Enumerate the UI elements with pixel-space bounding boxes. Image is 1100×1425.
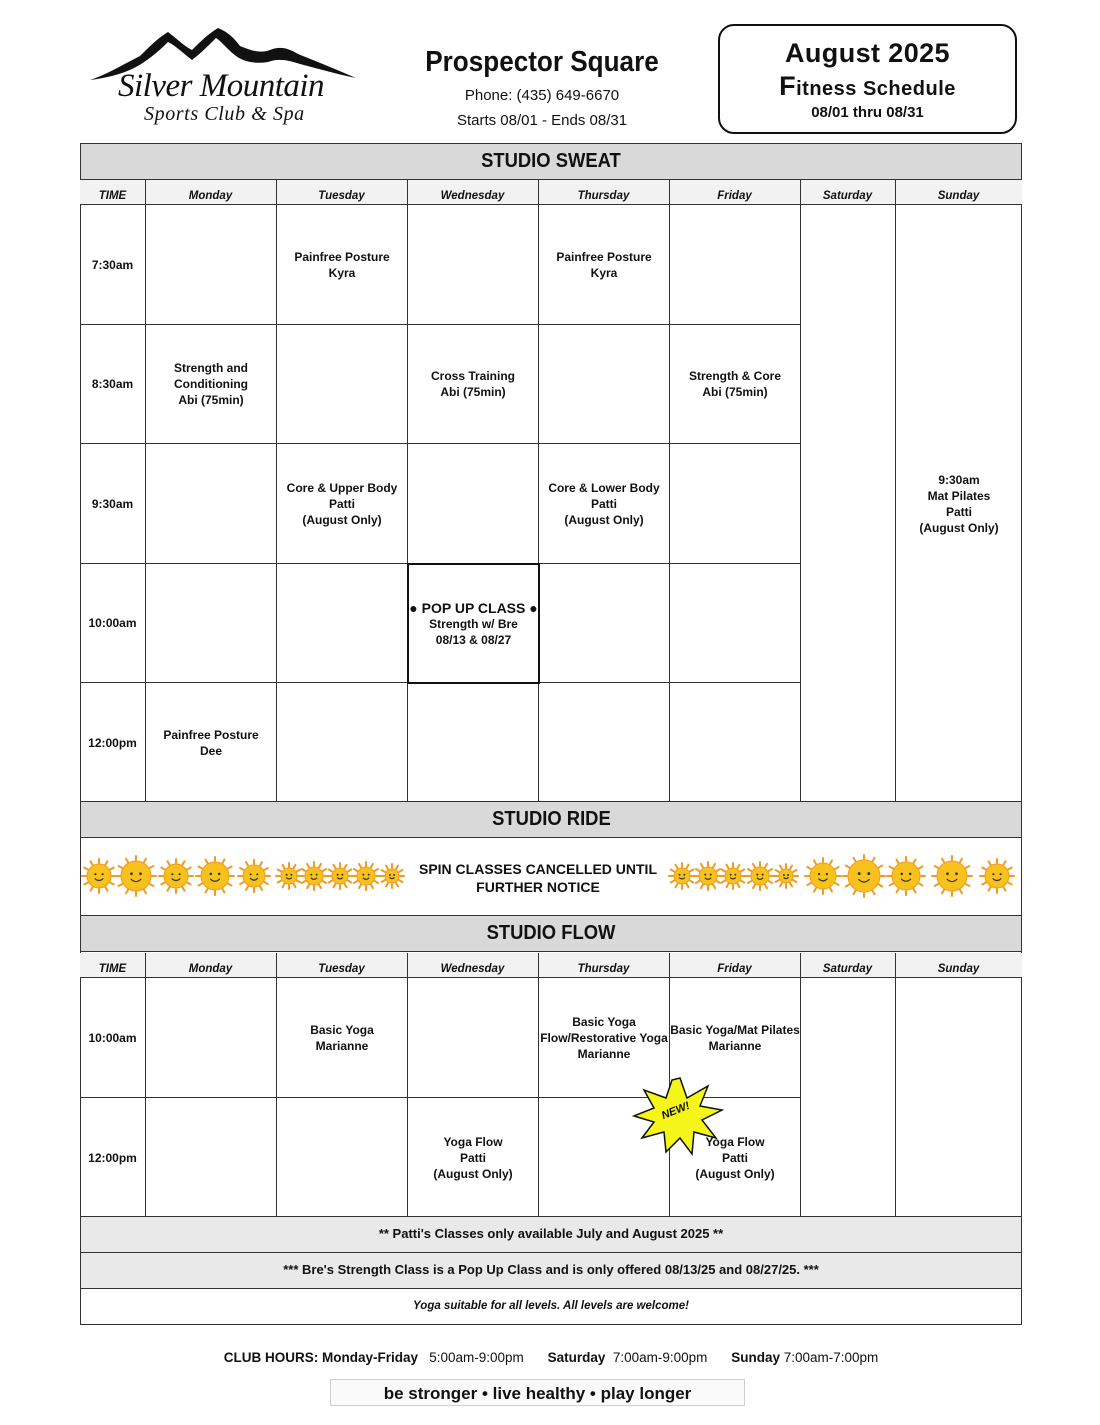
- class-strength-core-fri: Strength & Core Abi (75min): [688, 369, 781, 399]
- studio-sweat-title: STUDIO SWEAT: [80, 143, 1022, 180]
- time-slot: 9:30am: [91, 496, 134, 511]
- class-basic-yoga-flow-thu: Basic Yoga Flow/Restorative Yoga Marianne: [540, 1015, 668, 1061]
- note-yoga-levels: Yoga suitable for all levels. All levels are welcome!: [80, 1288, 1022, 1325]
- grid-line: [145, 953, 146, 1217]
- class-basic-yoga-tue: Basic Yoga Marianne: [310, 1023, 374, 1053]
- grid-line: [407, 180, 408, 802]
- schedule-range: 08/01 thru 08/31: [811, 104, 924, 121]
- class-strength-conditioning-mon: Strength and Conditioning Abi (75min): [174, 361, 248, 407]
- time-slot: 12:00pm: [88, 1150, 137, 1165]
- club-logo: [88, 24, 360, 134]
- flow-column-header: [80, 953, 1022, 978]
- class-mat-pilates-sun: 9:30am Mat Pilates Patti (August Only): [919, 472, 999, 535]
- phone-number: Phone: (435) 649-6670: [464, 87, 620, 104]
- col-sunday: Sunday: [937, 963, 980, 975]
- sun-icon: [931, 855, 973, 902]
- time-slot: 10:00am: [88, 1031, 137, 1045]
- sun-icon: [804, 857, 842, 900]
- col-monday: Monday: [188, 963, 233, 975]
- grid-line: [80, 443, 801, 444]
- class-yoga-flow-fri: Yoga Flow Patti (August Only): [695, 1134, 775, 1181]
- col-thursday: Thursday: [577, 963, 630, 975]
- grid-line: [669, 180, 670, 802]
- col-friday: Friday: [717, 190, 752, 202]
- time-slot: 12:00pm: [88, 735, 137, 750]
- col-tuesday: Tuesday: [318, 963, 365, 975]
- col-wednesday: Wednesday: [440, 963, 505, 975]
- sun-icon: [351, 861, 381, 896]
- sun-icon: [237, 859, 271, 898]
- studio-ride-title: STUDIO RIDE: [80, 801, 1022, 838]
- sun-icon: [886, 856, 926, 901]
- sun-icon: [719, 862, 747, 895]
- schedule-title-box: [718, 24, 1017, 134]
- class-pop-up-strength-wed: ● POP UP CLASS ● Strength w/ Bre 08/13 & 08/27: [407, 563, 540, 684]
- sun-icon: [115, 855, 157, 902]
- class-core-lower-body-thu: Core & Lower Body Patti (August Only): [548, 480, 660, 527]
- class-cross-training-wed: Cross Training Abi (75min): [430, 369, 516, 399]
- col-time: TIME: [98, 963, 127, 975]
- grid-line: [800, 180, 801, 802]
- location-block: [410, 46, 674, 129]
- grid-line: [895, 953, 896, 1217]
- col-saturday: Saturday: [822, 963, 873, 975]
- sweat-column-header: [80, 180, 1022, 205]
- month-year: August 2025: [785, 38, 950, 68]
- club-hours: CLUB HOURS: Monday-Friday 5:00am-9:00pm Saturday 7:00am-9:00pm Sunday 7:00am-7:00pm: [223, 1350, 879, 1365]
- col-wednesday: Wednesday: [440, 190, 505, 202]
- schedule-dates: Starts 08/01 - Ends 08/31: [456, 112, 628, 129]
- spin-cancelled-notice: SPIN CLASSES CANCELLED UNTIL FURTHER NOTICE: [418, 861, 657, 895]
- logo-subtitle: Sports Club & Spa: [144, 103, 305, 125]
- note-patti-classes: ** Patti's Classes only available July and August 2025 **: [80, 1216, 1022, 1253]
- col-friday: Friday: [717, 963, 752, 975]
- sun-icon: [842, 854, 886, 903]
- sun-icon: [299, 861, 329, 896]
- col-sunday: Sunday: [937, 190, 980, 202]
- class-core-upper-body-tue: Core & Upper Body Patti (August Only): [286, 480, 398, 527]
- sun-icon: [158, 858, 194, 899]
- class-painfree-posture-tue: Painfree Posture Kyra: [294, 250, 390, 280]
- time-slot: 10:00am: [88, 616, 137, 630]
- sun-icon: [81, 858, 117, 899]
- location-name: Prospector Square: [425, 46, 659, 78]
- col-monday: Monday: [188, 190, 233, 202]
- time-slot: 7:30am: [91, 258, 134, 272]
- sun-icon: [979, 858, 1015, 899]
- sun-icon: [745, 861, 775, 896]
- new-badge-label: NEW!: [659, 1099, 692, 1123]
- time-slot: 8:30am: [91, 377, 134, 391]
- sun-icon: [379, 863, 405, 894]
- class-yoga-flow-wed: Yoga Flow Patti (August Only): [433, 1134, 513, 1181]
- sun-icon: [773, 863, 799, 894]
- col-thursday: Thursday: [577, 190, 630, 202]
- col-saturday: Saturday: [822, 190, 873, 202]
- logo-name: Silver Mountain: [118, 68, 325, 104]
- class-basic-yoga-mat-pilates-fri: Basic Yoga/Mat Pilates Marianne: [670, 1023, 800, 1053]
- sun-icon: [326, 862, 354, 895]
- new-badge: [632, 1076, 724, 1156]
- sun-icon: [668, 862, 696, 895]
- note-bre-class: *** Bre's Strength Class is a Pop Up Class and is only offered 08/13/25 and 08/27/25. ***: [80, 1252, 1022, 1289]
- tagline: be stronger • live healthy • play longer: [330, 1379, 745, 1406]
- studio-flow-title: STUDIO FLOW: [80, 915, 1022, 952]
- class-painfree-posture-mon: Painfree Posture Dee: [163, 727, 259, 758]
- schedule-title: Fitness Schedule: [779, 71, 956, 101]
- sun-icon: [195, 856, 235, 901]
- col-time: TIME: [98, 190, 127, 202]
- grid-line: [800, 953, 801, 1217]
- col-tuesday: Tuesday: [318, 190, 365, 202]
- class-painfree-posture-thu: Painfree Posture Kyra: [556, 250, 652, 280]
